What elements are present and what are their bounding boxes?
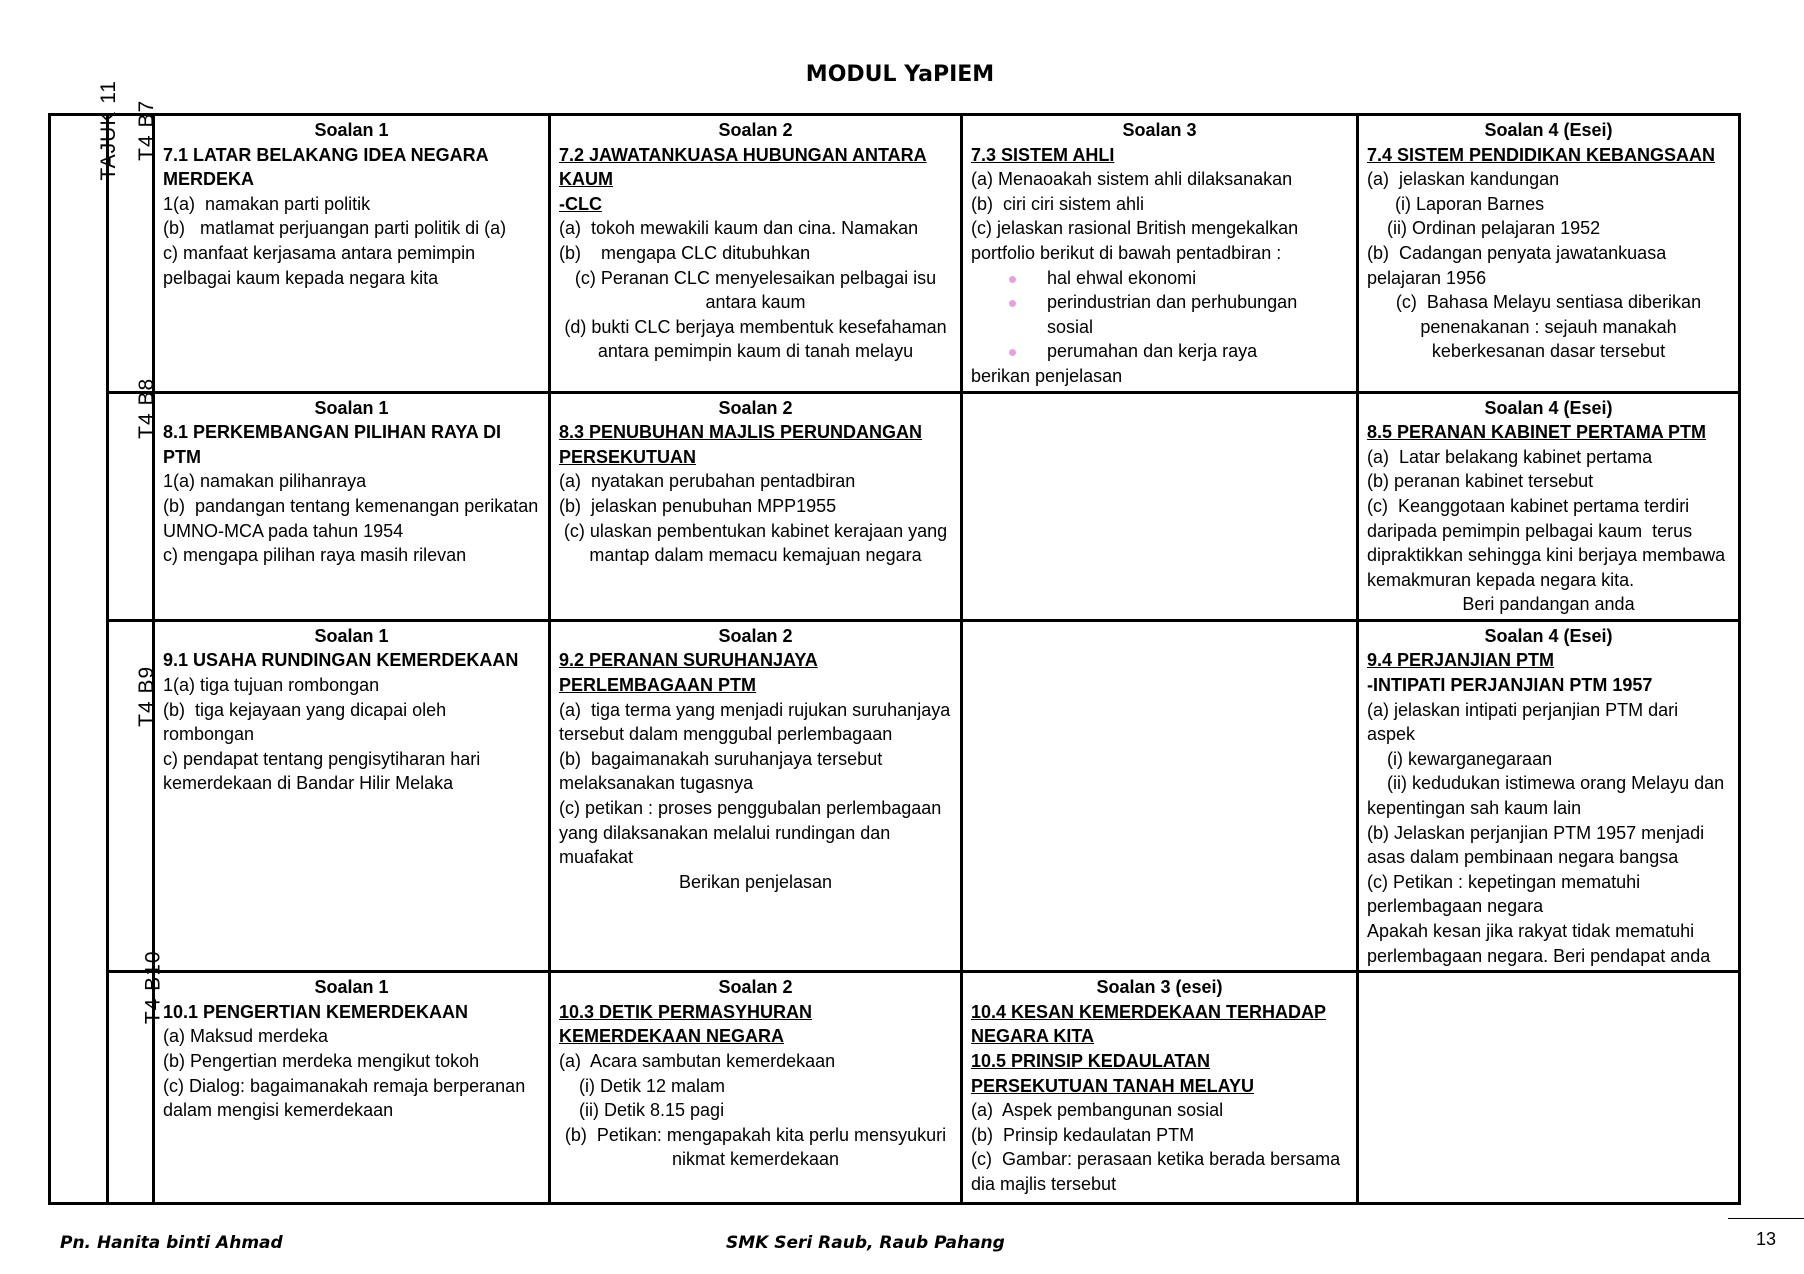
question-heading: Soalan 3 (esei) — [1096, 977, 1223, 998]
topic-title: 7.4 SISTEM PENDIDIKAN KEBANGSAAN — [1367, 144, 1716, 165]
topic-title: 10.1 PENGERTIAN KEMERDEKAAN — [163, 1001, 469, 1022]
soalan-2-cell — [550, 392, 962, 620]
question-line: c) manfaat kerjasama antara pemimpin — [163, 242, 476, 263]
question-line: (ii) kedudukan istimewa orang Melayu dan — [1387, 773, 1725, 794]
question-heading: Soalan 4 (Esei) — [1484, 397, 1613, 418]
topic-title: 7.1 LATAR BELAKANG IDEA NEGARA — [163, 144, 489, 165]
bullet-item — [971, 266, 1348, 291]
topic-title: -CLC — [559, 193, 602, 214]
question-line: (a) Maksud merdeka — [163, 1026, 329, 1047]
bullet-icon — [1009, 300, 1016, 307]
question-line: c) pendapat tentang pengisytiharan hari — [163, 748, 481, 769]
topic-title: MERDEKA — [163, 169, 255, 190]
question-line: 1(a) namakan parti politik — [163, 193, 371, 214]
soalan-1-cell — [154, 115, 550, 393]
question-line: melaksanakan tugasnya — [559, 773, 754, 794]
question-line: (c) Petikan : kepetingan mematuhi — [1367, 871, 1641, 892]
topic-title: 9.4 PERJANJIAN PTM — [1367, 650, 1555, 671]
question-line: nikmat kemerdekaan — [671, 1149, 840, 1170]
table-row-b10 — [50, 972, 1740, 1204]
bullet-text: hal ehwal ekonomi — [1047, 267, 1197, 288]
topic-title: 8.5 PERANAN KABINET PERTAMA PTM — [1367, 422, 1707, 443]
question-line: (a) tokoh mewakili kaum dan cina. Namakan — [559, 218, 919, 239]
question-line: (c) petikan : proses penggubalan perlembagaan — [559, 798, 942, 819]
question-line: 1(a) namakan pilihanraya — [163, 471, 367, 492]
question-line: Apakah kesan jika rakyat tidak mematuhi — [1367, 921, 1695, 941]
question-heading: Soalan 1 — [314, 397, 389, 418]
question-line: pelbagai kaum kepada negara kita — [163, 267, 439, 288]
table-row-b8 — [50, 392, 1740, 620]
question-heading: Soalan 2 — [718, 397, 793, 418]
bab-cell — [108, 377, 159, 620]
topic-title: PTM — [163, 446, 201, 467]
question-line: kemerdekaan di Bandar Hilir Melaka — [163, 773, 454, 794]
question-line: perlembagaan negara. Beri pendapat anda — [1367, 945, 1711, 966]
tajuk-cell — [50, 80, 120, 1204]
soalan-1-cell — [154, 620, 550, 971]
question-line: tersebut dalam menggubal perlembagaan — [559, 724, 893, 745]
question-line: daripada pemimpin pelbagai kaum terus — [1367, 520, 1693, 541]
topic-title: 8.3 PENUBUHAN MAJLIS PERUNDANGAN — [559, 422, 923, 443]
topic-title: KEMERDEKAAN NEGARA — [559, 1026, 785, 1047]
question-heading: Soalan 4 (Esei) — [1484, 625, 1613, 646]
footer-author: Pn. Hanita binti Ahmad — [60, 1233, 283, 1253]
question-line: yang dilaksanakan melalui rundingan dan — [559, 822, 891, 843]
soalan-3-cell — [962, 115, 1358, 393]
table-row-b7 — [50, 115, 1740, 393]
soalan-4-cell — [1358, 620, 1740, 971]
bab-cell — [108, 950, 165, 1204]
question-line: Beri pandangan anda — [1462, 594, 1635, 615]
question-line: (c) Gambar: perasaan ketika berada bersama — [971, 1149, 1341, 1170]
question-line: antara kaum — [705, 292, 806, 313]
question-line: (c) ulaskan pembentukan kabinet kerajaan yang — [563, 520, 948, 541]
question-line: 1(a) tiga tujuan rombongan — [163, 675, 380, 696]
bab-label: T4 B7 — [135, 99, 159, 161]
question-heading: Soalan 1 — [314, 977, 389, 998]
question-line: (b) Prinsip kedaulatan PTM — [971, 1124, 1195, 1145]
question-line: antara pemimpin kaum di tanah melayu — [597, 341, 914, 362]
topic-title: 8.1 PERKEMBANGAN PILIHAN RAYA DI — [163, 422, 502, 443]
question-line: (a) Acara sambutan kemerdekaan — [559, 1050, 836, 1071]
soalan-3-cell — [962, 972, 1358, 1204]
question-line: mantap dalam memacu kemajuan negara — [589, 545, 922, 566]
bullet-text: perindustrian dan perhubungan sosial — [1047, 292, 1298, 337]
question-line: (d) bukti CLC berjaya membentuk kesefahaman — [564, 316, 947, 337]
footer-school: SMK Seri Raub, Raub Pahang — [726, 1233, 1005, 1253]
question-heading: Soalan 2 — [718, 625, 793, 646]
question-line: dipraktikkan sehingga kini berjaya membawa — [1367, 545, 1726, 566]
bullet-item — [971, 290, 1348, 339]
tajuk-label: TAJUK 11 — [97, 80, 120, 181]
question-heading: Soalan 2 — [718, 120, 793, 140]
bab-label: T4 B10 — [141, 950, 165, 1025]
soalan-4-cell — [1358, 392, 1740, 620]
question-line: pelajaran 1956 — [1367, 267, 1487, 288]
question-line: (b) tiga kejayaan yang dicapai oleh rombongan — [163, 699, 452, 745]
bab-label: T4 B9 — [135, 665, 159, 727]
soalan-2-cell — [550, 115, 962, 393]
question-line: (b) bagaimanakah suruhanjaya tersebut — [559, 748, 883, 769]
topic-title: 10.4 KESAN KEMERDEKAAN TERHADAP — [971, 1001, 1327, 1022]
empty-cell — [962, 620, 1358, 971]
question-line: keberkesanan dasar tersebut — [1431, 341, 1666, 362]
question-line: (b) mengapa CLC ditubuhkan — [559, 242, 811, 263]
question-line: (a) nyatakan perubahan pentadbiran — [559, 471, 856, 492]
question-heading: Soalan 3 — [1122, 120, 1197, 140]
empty-cell — [962, 392, 1358, 620]
question-line: (b) Pengertian merdeka mengikut tokoh — [163, 1050, 480, 1071]
bab-cell — [108, 620, 159, 971]
soalan-2-cell — [550, 620, 962, 971]
topic-title: PERSEKUTUAN — [559, 446, 697, 467]
question-line: (b) ciri ciri sistem ahli — [971, 193, 1145, 214]
page-title: MODUL YaPIEM — [805, 62, 995, 87]
question-line: penenakanan : sejauh manakah — [1420, 316, 1677, 337]
soalan-1-cell — [154, 972, 550, 1204]
topic-title: 7.3 SISTEM AHLI — [971, 144, 1115, 165]
bullet-icon — [1009, 276, 1016, 283]
topic-title: KAUM — [559, 169, 613, 190]
bab-label: T4 B8 — [135, 377, 159, 439]
soalan-1-cell — [154, 392, 550, 620]
question-line: (a) Latar belakang kabinet pertama — [1367, 446, 1653, 467]
page-number: 13 — [1728, 1218, 1804, 1250]
question-line: (b) pandangan tentang kemenangan perikatan — [163, 495, 539, 516]
bullet-icon — [1009, 349, 1016, 356]
table-row-b9 — [50, 620, 1740, 971]
topic-title: -INTIPATI PERJANJIAN PTM 1957 — [1367, 675, 1653, 696]
question-line: muafakat — [559, 847, 634, 868]
question-line: perlembagaan negara — [1367, 896, 1544, 917]
question-line: (b) Petikan: mengapakah kita perlu mensyukuri — [564, 1124, 947, 1145]
empty-cell — [1358, 972, 1740, 1204]
question-line: (b) Jelaskan perjanjian PTM 1957 menjadi — [1367, 822, 1705, 843]
topic-title: 7.2 JAWATANKUASA HUBUNGAN ANTARA — [559, 144, 927, 165]
question-heading: Soalan 1 — [314, 120, 389, 140]
question-line: (a) jelaskan intipati perjanjian PTM dari aspek — [1367, 699, 1684, 745]
soalan-2-cell — [550, 972, 962, 1204]
question-line: asas dalam pembinaan negara bangsa — [1367, 847, 1679, 868]
question-line: (c) Keanggotaan kabinet pertama terdiri — [1367, 495, 1690, 516]
topic-title: NEGARA KITA — [971, 1026, 1094, 1047]
soalan-4-cell — [1358, 115, 1740, 393]
question-line: Berikan penjelasan — [678, 871, 833, 892]
topic-title: 10.5 PRINSIP KEDAULATAN — [971, 1050, 1211, 1071]
question-line: (i) kewarganegaraan — [1387, 748, 1553, 769]
question-line: (c) jelaskan rasional British mengekalkan — [971, 218, 1299, 239]
bullet-text: perumahan dan kerja raya — [1047, 341, 1258, 362]
question-line: (b) Cadangan penyata jawatankuasa — [1367, 242, 1667, 263]
question-line: (b) jelaskan penubuhan MPP1955 — [559, 495, 837, 516]
topic-title: 9.1 USAHA RUNDINGAN KEMERDEKAAN — [163, 650, 519, 671]
question-heading: Soalan 1 — [314, 625, 389, 646]
question-heading: Soalan 4 (Esei) — [1484, 120, 1613, 140]
question-line: (b) matlamat perjuangan parti politik di (a) — [163, 218, 507, 239]
question-line: berikan penjelasan — [971, 365, 1123, 386]
question-heading: Soalan 2 — [718, 977, 793, 998]
question-line: kepentingan sah kaum lain — [1367, 798, 1582, 819]
question-line: (a) Menaoakah sistem ahli dilaksanakan — [971, 169, 1293, 190]
topic-title: 9.2 PERANAN SURUHANJAYA — [559, 650, 818, 671]
question-line: (c) Dialog: bagaimanakah remaja berperanan — [163, 1075, 526, 1096]
question-line: kemakmuran kepada negara kita. — [1367, 569, 1635, 590]
question-line: dia majlis tersebut — [971, 1173, 1117, 1194]
question-line: portfolio berikut di bawah pentadbiran : — [971, 242, 1282, 263]
question-line: (ii) Ordinan pelajaran 1952 — [1387, 218, 1601, 239]
question-line: (b) peranan kabinet tersebut — [1367, 471, 1594, 492]
question-line: (a) tiga terma yang menjadi rujukan suruhanjaya — [559, 699, 951, 720]
module-table — [48, 80, 1741, 1205]
question-line: (c) Peranan CLC menyelesaikan pelbagai isu — [574, 267, 937, 288]
question-line: dalam mengisi kemerdekaan — [163, 1100, 394, 1121]
question-line: (i) Laporan Barnes — [1395, 193, 1545, 214]
bullet-item — [971, 339, 1348, 364]
question-line: (a) Aspek pembangunan sosial — [971, 1100, 1224, 1121]
topic-title: PERSEKUTUAN TANAH MELAYU — [971, 1075, 1255, 1096]
question-line: UMNO-MCA pada tahun 1954 — [163, 520, 404, 541]
question-line: (i) Detik 12 malam — [579, 1075, 726, 1096]
topic-title: 10.3 DETIK PERMASYHURAN — [559, 1001, 813, 1022]
question-line: c) mengapa pilihan raya masih rilevan — [163, 545, 467, 566]
question-line: (c) Bahasa Melayu sentiasa diberikan — [1395, 292, 1702, 313]
question-line: (ii) Detik 8.15 pagi — [579, 1100, 725, 1121]
question-line: (a) jelaskan kandungan — [1367, 169, 1560, 190]
topic-title: PERLEMBAGAAN PTM — [559, 675, 756, 696]
